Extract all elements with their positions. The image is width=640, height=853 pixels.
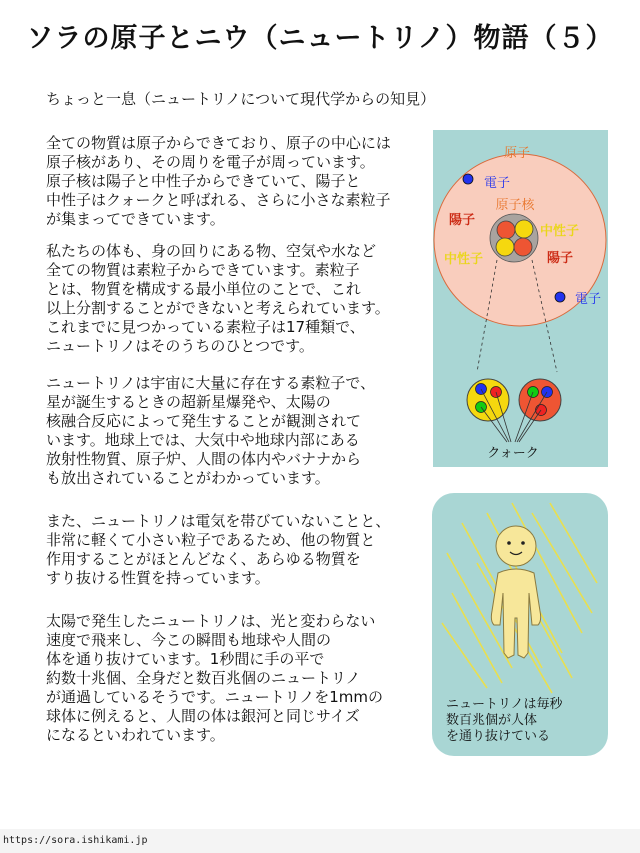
proton-2	[514, 238, 532, 256]
neutron-label-left: 中性子	[444, 252, 484, 267]
figure-eye-right	[521, 541, 525, 545]
figure-eye-left	[507, 541, 511, 545]
paragraph-neutrino-sources: ニュートリノは宇宙に大量に存在する素粒子で、 星が誕生するときの超新星爆発や、太陽の 核融合反応によって発生することが観測されて います。地球上では、大気中や地球内部にある 放射性物質、原子炉、人間の体内やバナナから も放出されていることがわかっています。	[46, 374, 376, 487]
neutron-1	[515, 220, 533, 238]
electron-bottom	[555, 292, 565, 302]
page-subtitle: ちょっと一息（ニュートリノについて現代学からの知見）	[46, 90, 436, 108]
paragraph-elementary-particles: 私たちの体も、身の回りにある物、空気や水など 全ての物質は素粒子からできています。素粒子 とは、物質を構成する最小単位のことで、これ 以上分割することができないと考えられています。 これまでに見つかっている素粒子は17種類で、 ニュートリノはそのうちのひとつです。	[46, 242, 390, 355]
paragraph-atoms: 全ての物質は原子からできており、原子の中心には 原子核があり、その周りを電子が周っています。 原子核は陽子と中性子からできていて、陽子と 中性子はクォークと呼ばれる、さらに小さな素粒子 が集まってできています。	[46, 134, 391, 228]
quark-label: クォーク	[487, 446, 539, 461]
electron-label-top: 電子	[484, 176, 511, 191]
body-caption-line-1: ニュートリノは毎秒	[446, 697, 563, 712]
body-caption-line-3: を通り抜けている	[446, 729, 551, 744]
neutrino-body-illustration	[432, 493, 608, 756]
atom-diagram	[433, 130, 608, 467]
proton-1	[497, 221, 515, 239]
paragraph-neutrino-properties: また、ニュートリノは電気を帯びていないことと、 非常に軽くて小さい粒子であるため、他の物質と 作用することがほとんどなく、あらゆる物質を すり抜ける性質を持っています。	[46, 512, 391, 587]
neutrino-body-panel	[432, 493, 608, 756]
electron-label-bottom: 電子	[575, 292, 602, 307]
neutron-2	[496, 238, 514, 256]
paragraph-neutrino-flux: 太陽で発生したニュートリノは、光と変わらない 速度で飛来し、今この瞬間も地球や人間の 体を通り抜けています。1秒間に手の平で 約数十兆個、全身だと数百兆個のニュートリノ が通過しているそうです。ニュートリノを1mmの 球体に例えると、人間の体は銀河と同じサイズ になるといわれています。	[46, 612, 383, 744]
nucleus-label: 原子核	[495, 198, 535, 213]
atom-label: 原子	[503, 146, 531, 161]
proton-label-right: 陽子	[547, 251, 574, 266]
body-caption-line-2: 数百兆個が人体	[446, 713, 538, 728]
proton-label-left: 陽子	[449, 213, 476, 228]
electron-top	[463, 174, 473, 184]
page-title: ソラの原子とニウ（ニュートリノ）物語（５）	[26, 23, 614, 54]
nucleus-circle	[490, 214, 538, 262]
atom-diagram-panel	[433, 130, 608, 467]
neutron-label-right: 中性子	[540, 224, 580, 239]
human-figure	[491, 526, 540, 658]
footer-url[interactable]: https://sora.ishikami.jp	[3, 835, 148, 846]
